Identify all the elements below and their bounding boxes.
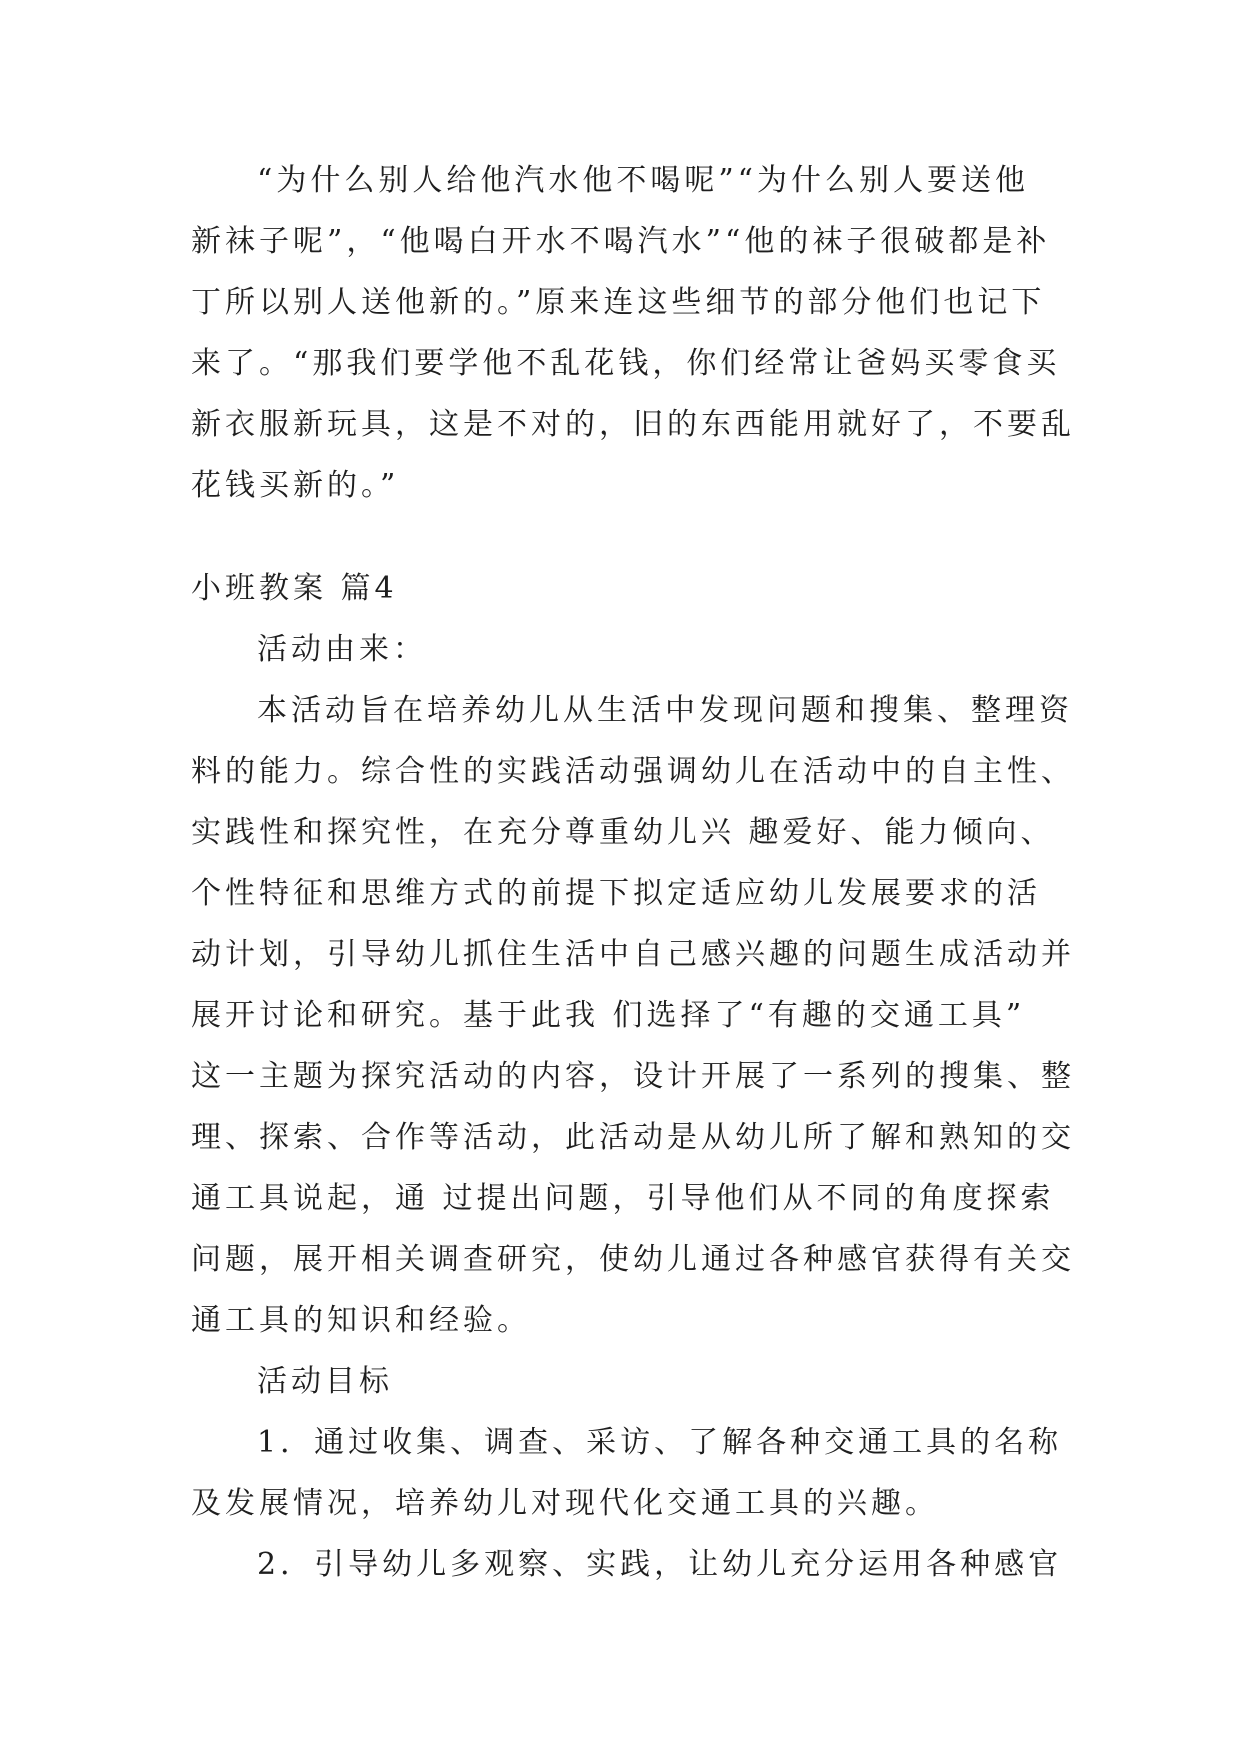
paragraph-line: 新衣服新玩具，这是不对的，旧的东西能用就好了，不要乱 xyxy=(191,407,1075,442)
paragraph-line: 本活动旨在培养幼儿从生活中发现问题和搜集、整理资 xyxy=(257,693,1073,728)
paragraph-line: 来了。“那我们要学他不乱花钱，你们经常让爸妈买零食买 xyxy=(191,346,1061,381)
goal-item-line: 及发展情况，培养幼儿对现代化交通工具的兴趣。 xyxy=(191,1486,939,1521)
activity-goals-block xyxy=(191,1351,1091,1595)
paragraph-line: 动计划，引导幼儿抓住生活中自己感兴趣的问题生成活动并 xyxy=(191,937,1075,972)
goal-item-line: 2．引导幼儿多观察、实践，让幼儿充分运用各种感官 xyxy=(257,1547,1063,1582)
paragraph-line: 新袜子呢”，“他喝白开水不喝汽水”“他的袜子很破都是补 xyxy=(191,224,1051,259)
paragraph-activity-origin xyxy=(191,680,1091,1351)
paragraph-line: 实践性和探究性，在充分尊重幼儿兴 趣爱好、能力倾向、 xyxy=(191,815,1055,850)
paragraph-line: 花钱买新的。” xyxy=(191,468,400,503)
paragraph-line: 展开讨论和研究。基于此我 们选择了“有趣的交通工具” xyxy=(191,998,1026,1033)
section-title: 小班教案 篇4 xyxy=(191,571,398,606)
paragraph-line: 个性特征和思维方式的前提下拟定适应幼儿发展要求的活 xyxy=(191,876,1041,911)
paragraph-line: 通工具的知识和经验。 xyxy=(191,1303,531,1338)
goal-item-line: 1．通过收集、调查、采访、了解各种交通工具的名称 xyxy=(257,1425,1063,1460)
paragraph-line: 丁所以别人送他新的。”原来连这些细节的部分他们也记下 xyxy=(191,285,1046,320)
paragraph-line: 理、探索、合作等活动，此活动是从幼儿所了解和熟知的交 xyxy=(191,1120,1075,1155)
paragraph-line: 问题，展开相关调查研究，使幼儿通过各种感官获得有关交 xyxy=(191,1242,1075,1277)
paragraph-line: 料的能力。综合性的实践活动强调幼儿在活动中的自主性、 xyxy=(191,754,1075,789)
section-heading-block xyxy=(191,558,1091,680)
activity-goals-label: 活动目标 xyxy=(257,1364,393,1399)
activity-origin-label: 活动由来： xyxy=(257,632,427,667)
paragraph-line: 这一主题为探究活动的内容，设计开展了一系列的搜集、整 xyxy=(191,1059,1075,1094)
paragraph-quotes xyxy=(191,150,1091,516)
paragraph-line: “为什么别人给他汽水他不喝呢”“为什么别人要送他 xyxy=(257,163,1030,198)
paragraph-line: 通工具说起，通 过提出问题，引导他们从不同的角度探索 xyxy=(191,1181,1055,1216)
